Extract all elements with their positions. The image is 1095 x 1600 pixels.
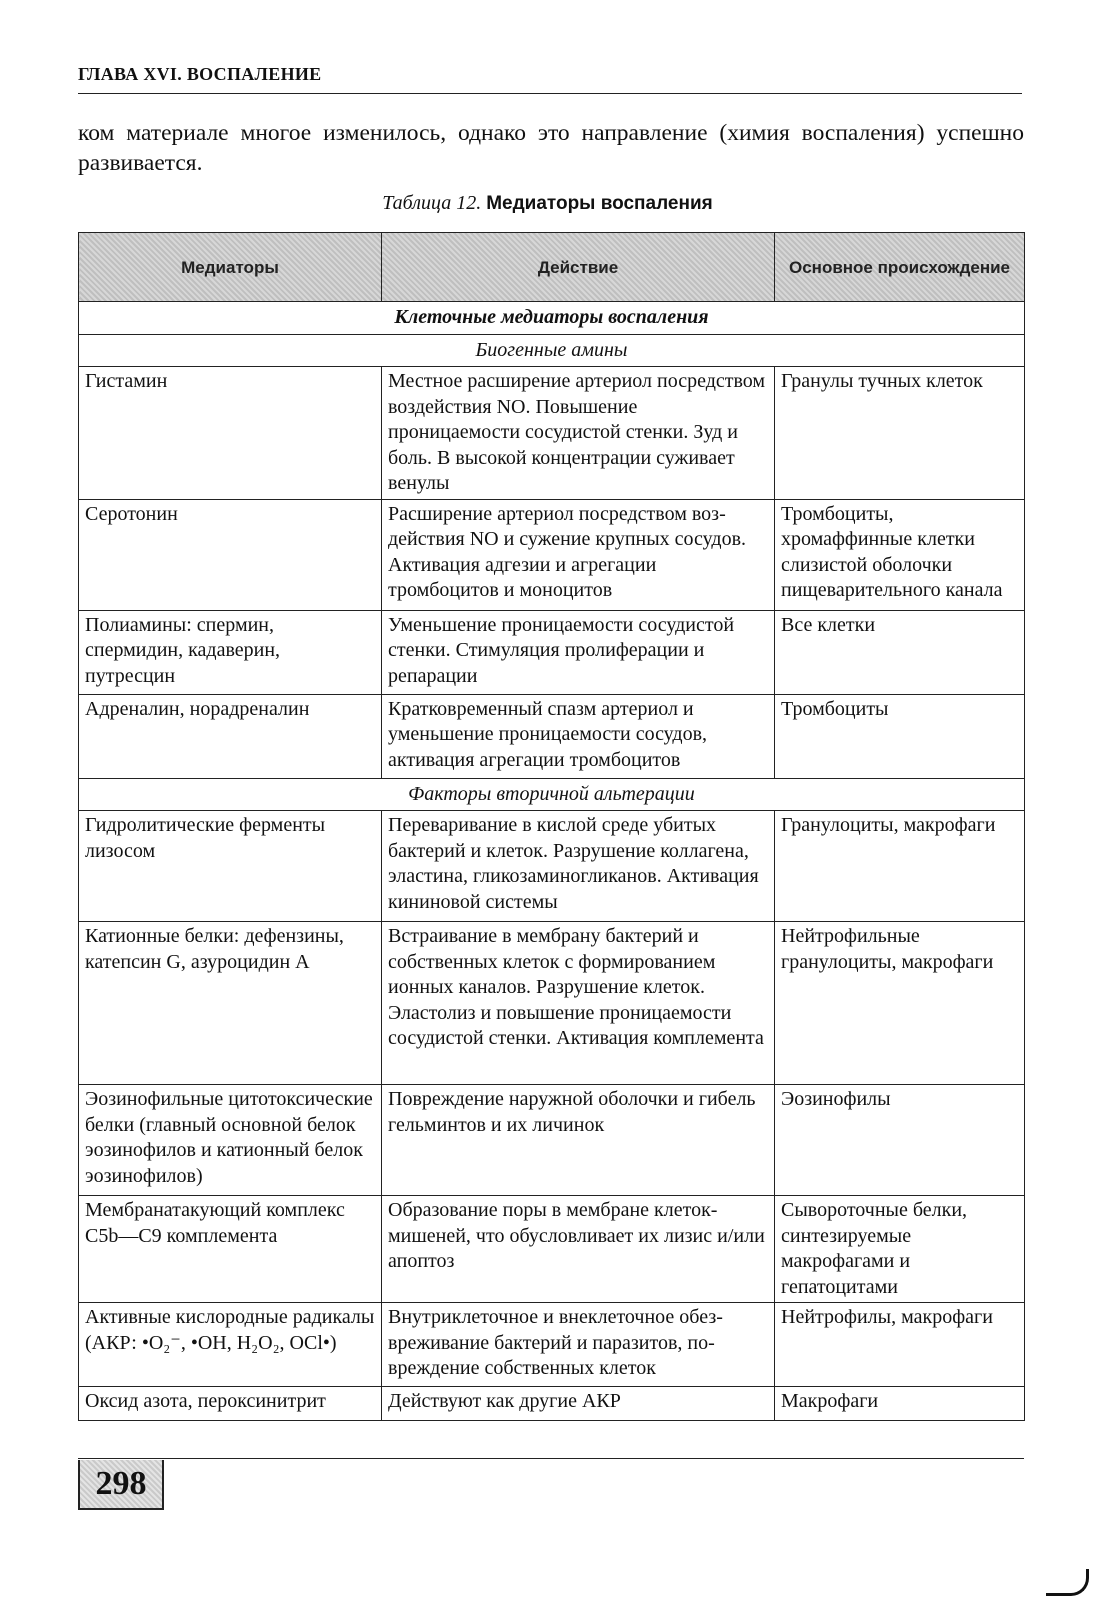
cell-action: Повреждение наружной оболочки и гибель гельминтов и их личинок — [382, 1085, 775, 1196]
mediators-table — [78, 232, 1025, 1421]
cell-origin: Тромбоциты, хромаффинные клетки слизистой оболочки пищеварительного канала — [775, 499, 1025, 610]
cell-action: Уменьшение проницаемости сосудистой стенки. Стимуляция пролиферации и репарации — [382, 610, 775, 694]
footer-rule — [78, 1458, 1024, 1459]
cell-mediator: Серотонин — [79, 499, 382, 610]
cell-origin: Макрофаги — [775, 1387, 1025, 1421]
section-title: Биогенные амины — [79, 334, 1025, 367]
table-row — [79, 694, 1025, 778]
cell-mediator: Гидролитические ферменты лизосом — [79, 811, 382, 922]
cell-mediator: Полиамины: спермин, спермидин, кадаверин, путресцин — [79, 610, 382, 694]
caption-title: Медиаторы воспаления — [486, 193, 713, 214]
cell-origin: Сывороточные белки, синтезируемые макрофагами и гепатоцитами — [775, 1196, 1025, 1303]
table-row — [79, 1303, 1025, 1387]
cell-mediator: Эозинофильные цитотоксические белки (главный основной белок эозинофилов и катионный белок эозинофилов) — [79, 1085, 382, 1196]
cell-origin: Эозинофилы — [775, 1085, 1025, 1196]
cell-origin: Нейтрофильные гранулоциты, макрофаги — [775, 922, 1025, 1085]
cell-action: Встраивание в мембрану бактерий и собственных клеток с формированием ионных каналов. Разрушение клеток. Эластолиз и повышение проницаемости сосудистой стенки. Активация комплемента — [382, 922, 775, 1085]
corner-mark — [1046, 1569, 1089, 1596]
section-title: Клеточные медиаторы воспаления — [79, 302, 1025, 335]
section-row — [79, 778, 1025, 811]
cell-action: Внутриклеточное и внеклеточное обезвреживание бактерий и паразитов, повреждение собственных клеток — [382, 1303, 775, 1387]
chapter-header: ГЛАВА XVI. ВОСПАЛЕНИЕ — [78, 64, 1022, 94]
cell-action: Расширение артериол посредством воздействия NO и сужение крупных сосудов. Активация адгезии и агрегации тромбоцитов и моноцитов — [382, 499, 775, 610]
cell-origin: Гранулоциты, макрофаги — [775, 811, 1025, 922]
cell-mediator: Активные кислородные радикалы (АКР: •O₂⁻, •OH, H₂O₂, OCl•) — [79, 1303, 382, 1387]
table-row — [79, 1387, 1025, 1421]
table-row — [79, 922, 1025, 1085]
cell-origin: Все клетки — [775, 610, 1025, 694]
cell-mediator: Гистамин — [79, 367, 382, 500]
table-row — [79, 610, 1025, 694]
table-row — [79, 1196, 1025, 1303]
table-row — [79, 811, 1025, 922]
table-row — [79, 1085, 1025, 1196]
header-mediators: Медиаторы — [79, 233, 382, 302]
table-header-row — [79, 233, 1025, 302]
cell-action: Местное расширение артериол посредством воздействия NO. Повышение проницаемости сосудистой стенки. Зуд и боль. В высокой концентрации суживает венулы — [382, 367, 775, 500]
table-row — [79, 499, 1025, 610]
cell-mediator: Мембранатакующий комплекс C5b—C9 комплемента — [79, 1196, 382, 1303]
caption-prefix: Таблица 12. — [382, 192, 482, 214]
section-row — [79, 302, 1025, 335]
cell-origin: Тромбоциты — [775, 694, 1025, 778]
cell-mediator: Катионные белки: дефензины, катепсин G, азуроцидин A — [79, 922, 382, 1085]
cell-origin: Гранулы тучных клеток — [775, 367, 1025, 500]
intro-paragraph: ком материале многое изменилось, однако это направление (химия воспаления) успешно развивается. — [78, 120, 1024, 176]
table-row — [79, 367, 1025, 500]
section-row — [79, 334, 1025, 367]
cell-action: Образование поры в мембране клеток-мишеней, что обусловливает их лизис и/или апоптоз — [382, 1196, 775, 1303]
cell-action: Действуют как другие АКР — [382, 1387, 775, 1421]
header-action: Действие — [382, 233, 775, 302]
cell-mediator: Адреналин, норадреналин — [79, 694, 382, 778]
cell-action: Переваривание в кислой среде убитых бактерий и клеток. Разрушение коллагена, эластина, гликозаминогликанов. Активация кининовой системы — [382, 811, 775, 922]
page-number: 298 — [78, 1460, 164, 1510]
header-origin: Основное происхождение — [775, 233, 1025, 302]
cell-action: Кратковременный спазм артериол и уменьшение проницаемости сосудов, активация агрегации тромбоцитов — [382, 694, 775, 778]
table-caption — [0, 192, 1095, 215]
cell-origin: Нейтрофилы, макрофаги — [775, 1303, 1025, 1387]
section-title: Факторы вторичной альтерации — [79, 778, 1025, 811]
cell-mediator: Оксид азота, пероксинитрит — [79, 1387, 382, 1421]
